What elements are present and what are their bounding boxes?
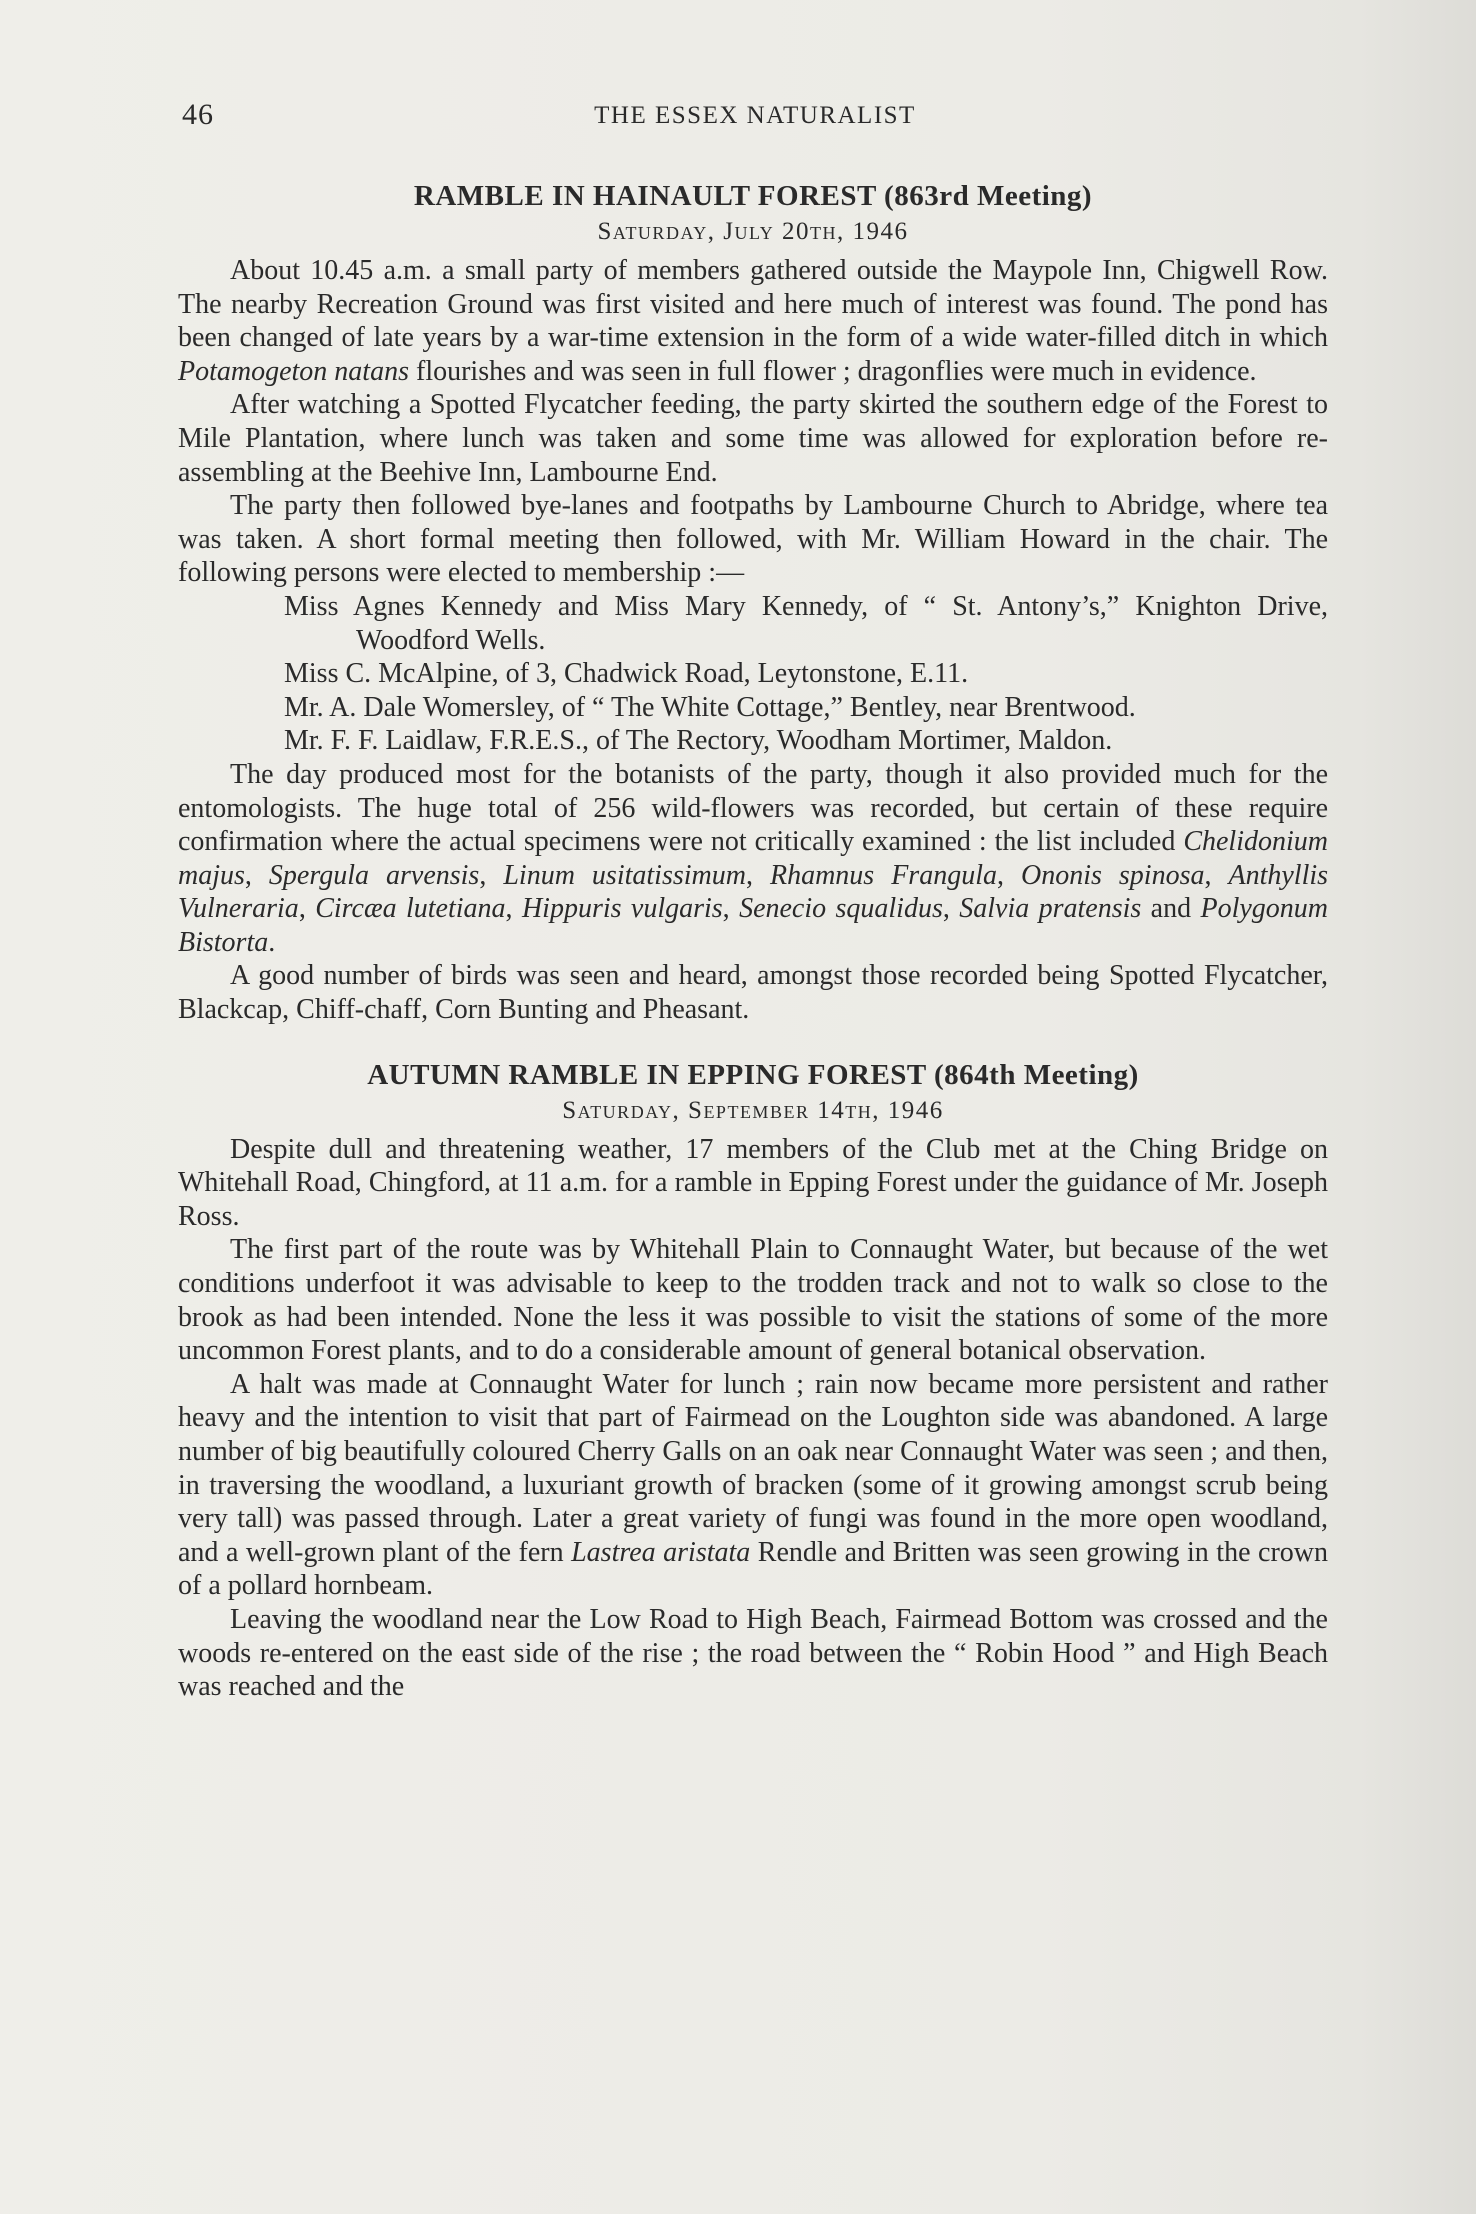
- species-name: Spergula arvensis: [268, 859, 480, 891]
- section-date-hainault: Saturday, July 20th, 1946: [597, 218, 909, 245]
- paragraph: About 10.45 a.m. a small party of members gathered outside the Maypole Inn, Chigwell Row. The nearby Recreation Ground was first visited and here much of interest was found. The pond has been changed of late years by a war-time extension in the form of a wide water-filled ditch in which Potamogeton natans flourishes and was seen in full flower ; dragonflies were much in evidence.: [178, 255, 1328, 387]
- article-body: [178, 178, 1328, 1704]
- species-name: Circæa lutetiana: [315, 893, 506, 925]
- paragraph: A good number of birds was seen and heard, amongst those recorded being Spotted Flycatcher, Blackcap, Chiff-chaff, Corn Bunting and Pheasant.: [178, 960, 1328, 1026]
- membership-entry: Miss C. McAlpine, of 3, Chadwick Road, Leytonstone, E.11.: [284, 658, 969, 690]
- species-name: Potamogeton natans: [178, 355, 409, 387]
- paragraph: Despite dull and threatening weather, 17 members of the Club met at the Ching Bridge on Whitehall Road, Chingford, at 11 a.m. for a ramble in Epping Forest under the guidance of Mr. Joseph Ross.: [178, 1133, 1328, 1232]
- paragraph: After watching a Spotted Flycatcher feeding, the party skirted the southern edge of the Forest to Mile Plantation, where lunch was taken and some time was allowed for exploration before re-assembling at the Beehive Inn, Lambourne End.: [178, 389, 1328, 488]
- section-date-epping: Saturday, September 14th, 1946: [562, 1096, 944, 1124]
- page-header: [182, 98, 1328, 148]
- species-name: Hippuris vulgaris: [521, 893, 723, 925]
- species-name: Senecio squalidus: [739, 893, 943, 925]
- membership-entry: Mr. A. Dale Womersley, of “ The White Cottage,” Bentley, near Brentwood.: [284, 691, 1136, 723]
- membership-entry: Mr. F. F. Laidlaw, F.R.E.S., of The Rectory, Woodham Mortimer, Maldon.: [284, 725, 1113, 757]
- paragraph: Leaving the woodland near the Low Road to High Beach, Fairmead Bottom was crossed and the woods re-entered on the east side of the rise ; the road between the “ Robin Hood ” and High Beach was reached and the: [178, 1603, 1328, 1703]
- membership-entry: Miss Agnes Kennedy and Miss Mary Kennedy, of “ St. Antony’s,” Knighton Drive, Woodford Wells.: [284, 590, 1328, 656]
- species-name: Salvia pratensis: [959, 893, 1142, 925]
- species-name: Linum usitatissimum: [503, 859, 746, 891]
- paragraph: The party then followed bye-lanes and footpaths by Lambourne Church to Abridge, where tea was taken. A short formal meeting then followed, with Mr. William Howard in the chair. The following persons were elected to membership :—: [178, 490, 1328, 589]
- page-number: 46: [182, 98, 214, 131]
- species-name: Ononis spinosa: [1021, 859, 1205, 891]
- section-title-epping: AUTUMN RAMBLE IN EPPING FOREST (864th Meeting): [367, 1058, 1139, 1091]
- species-name: Anthyllis Vulneraria: [178, 859, 1329, 925]
- species-name: Chelidonium majus: [178, 826, 1328, 891]
- paragraph: A halt was made at Connaught Water for lunch ; rain now became more persistent and rather heavy and the intention to visit that part of Fairmead on the Loughton side was abandoned. A large number of big beautifully coloured Cherry Galls on an oak near Connaught Water was seen ; and then, in traversing the woodland, a luxuriant growth of bracken (some of it growing amongst scrub being very tall) was passed through. Later a great variety of fungi was found in the more open woodland, and a well-grown plant of the fern Lastrea aristata Rendle and Britten was seen growing in the crown of a pollard hornbeam.: [178, 1368, 1328, 1602]
- species-name: Polygonum Bistorta: [178, 893, 1329, 958]
- section-title-hainault: RAMBLE IN HAINAULT FOREST (863rd Meeting): [413, 180, 1093, 212]
- running-title: THE ESSEX NATURALIST: [594, 102, 916, 129]
- species-name: Lastrea aristata: [571, 1536, 751, 1568]
- species-name: Rhamnus Frangula: [769, 859, 997, 891]
- paragraph: The first part of the route was by Whitehall Plain to Connaught Water, but because of the wet conditions underfoot it was advisable to keep to the trodden track and not to walk so close to the brook as had been intended. None the less it was possible to visit the stations of some of the more uncommon Forest plants, and to do a considerable amount of general botanical observation.: [178, 1234, 1328, 1367]
- paragraph: The day produced most for the botanists of the party, though it also provided much for the entomologists. The huge total of 256 wild-flowers was recorded, but certain of these require confirmation where the actual specimens were not critically examined : the list included Chelidonium majus, Spergula arvensis, Linum usitatissimum, Rhamnus Frangula, Ononis spinosa, Anthyllis Vulneraria, Circæa lutetiana, Hippuris vulgaris, Senecio squalidus, Salvia pratensis and Polygonum Bistorta.: [178, 758, 1329, 958]
